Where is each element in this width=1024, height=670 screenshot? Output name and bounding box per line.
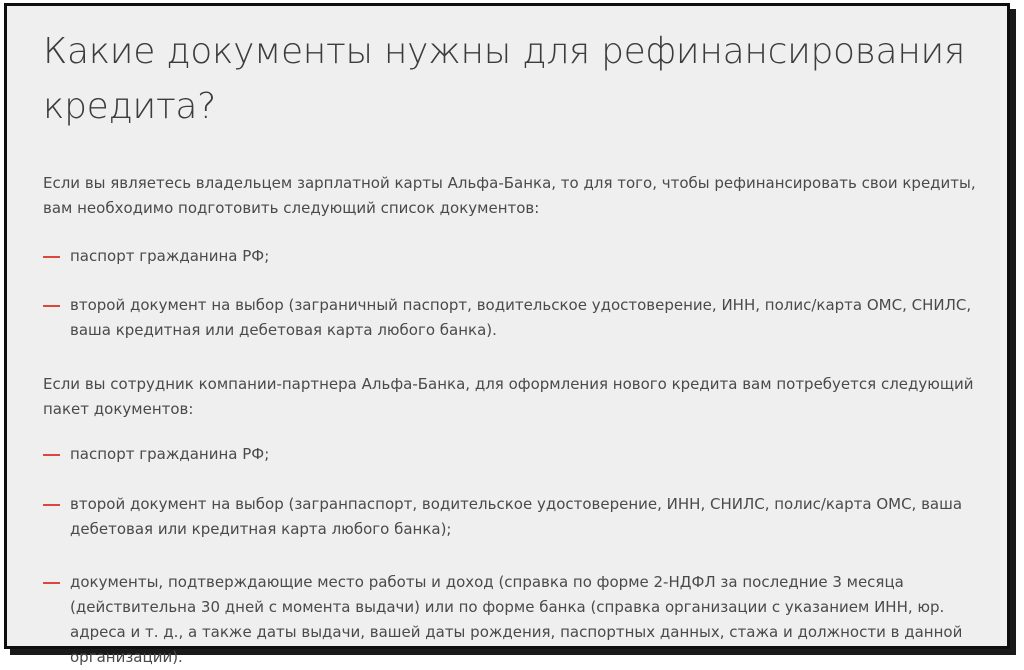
list-item-text: второй документ на выбор (загранпаспорт, водительское удостоверение, ИНН, СНИЛС, полис/карта ОМС, ваша дебетовая или кредитная карта любого банка); xyxy=(70,495,963,538)
list-item-text: второй документ на выбор (заграничный паспорт, водительское удостоверение, ИНН, полис/карта ОМС, СНИЛС, ваша кредитная или дебетовая карта любого банка). xyxy=(70,296,972,339)
dash-bullet-icon xyxy=(43,256,60,258)
list-item xyxy=(43,244,993,269)
dash-bullet-icon xyxy=(43,305,60,307)
list-item-text: паспорт гражданина РФ; xyxy=(70,445,270,463)
dash-bullet-icon xyxy=(43,504,60,506)
article-frame xyxy=(4,3,1010,666)
dash-bullet-icon xyxy=(43,454,60,456)
list-item xyxy=(43,293,993,343)
section2-intro: Если вы сотрудник компании-партнера Альфа-Банка, для оформления нового кредита вам потребуется следующий пакет документов: xyxy=(43,375,974,418)
list-item-text: паспорт гражданина РФ; xyxy=(70,247,270,265)
list-item xyxy=(43,442,993,467)
section1-intro: Если вы являетесь владельцем зарплатной карты Альфа-Банка, то для того, чтобы рефинансировать свои кредиты, вам необходимо подготовить следующий список документов: xyxy=(43,174,976,217)
list-item-text: документы, подтверждающие место работы и доход (справка по форме 2-НДФЛ за последние 3 месяца (действительна 30 дней с момента выдачи) или по форме банка (справка организации с указанием ИНН, юр. адреса и т. д., а также даты выдачи, вашей даты рождения, паспортных данных, стажа и должности в данной организации). xyxy=(70,573,963,666)
page-title: Какие документы нужны для рефинансирования кредита? xyxy=(43,31,965,127)
dash-bullet-icon xyxy=(43,582,60,584)
list-item xyxy=(43,570,993,670)
list-item xyxy=(43,492,993,542)
